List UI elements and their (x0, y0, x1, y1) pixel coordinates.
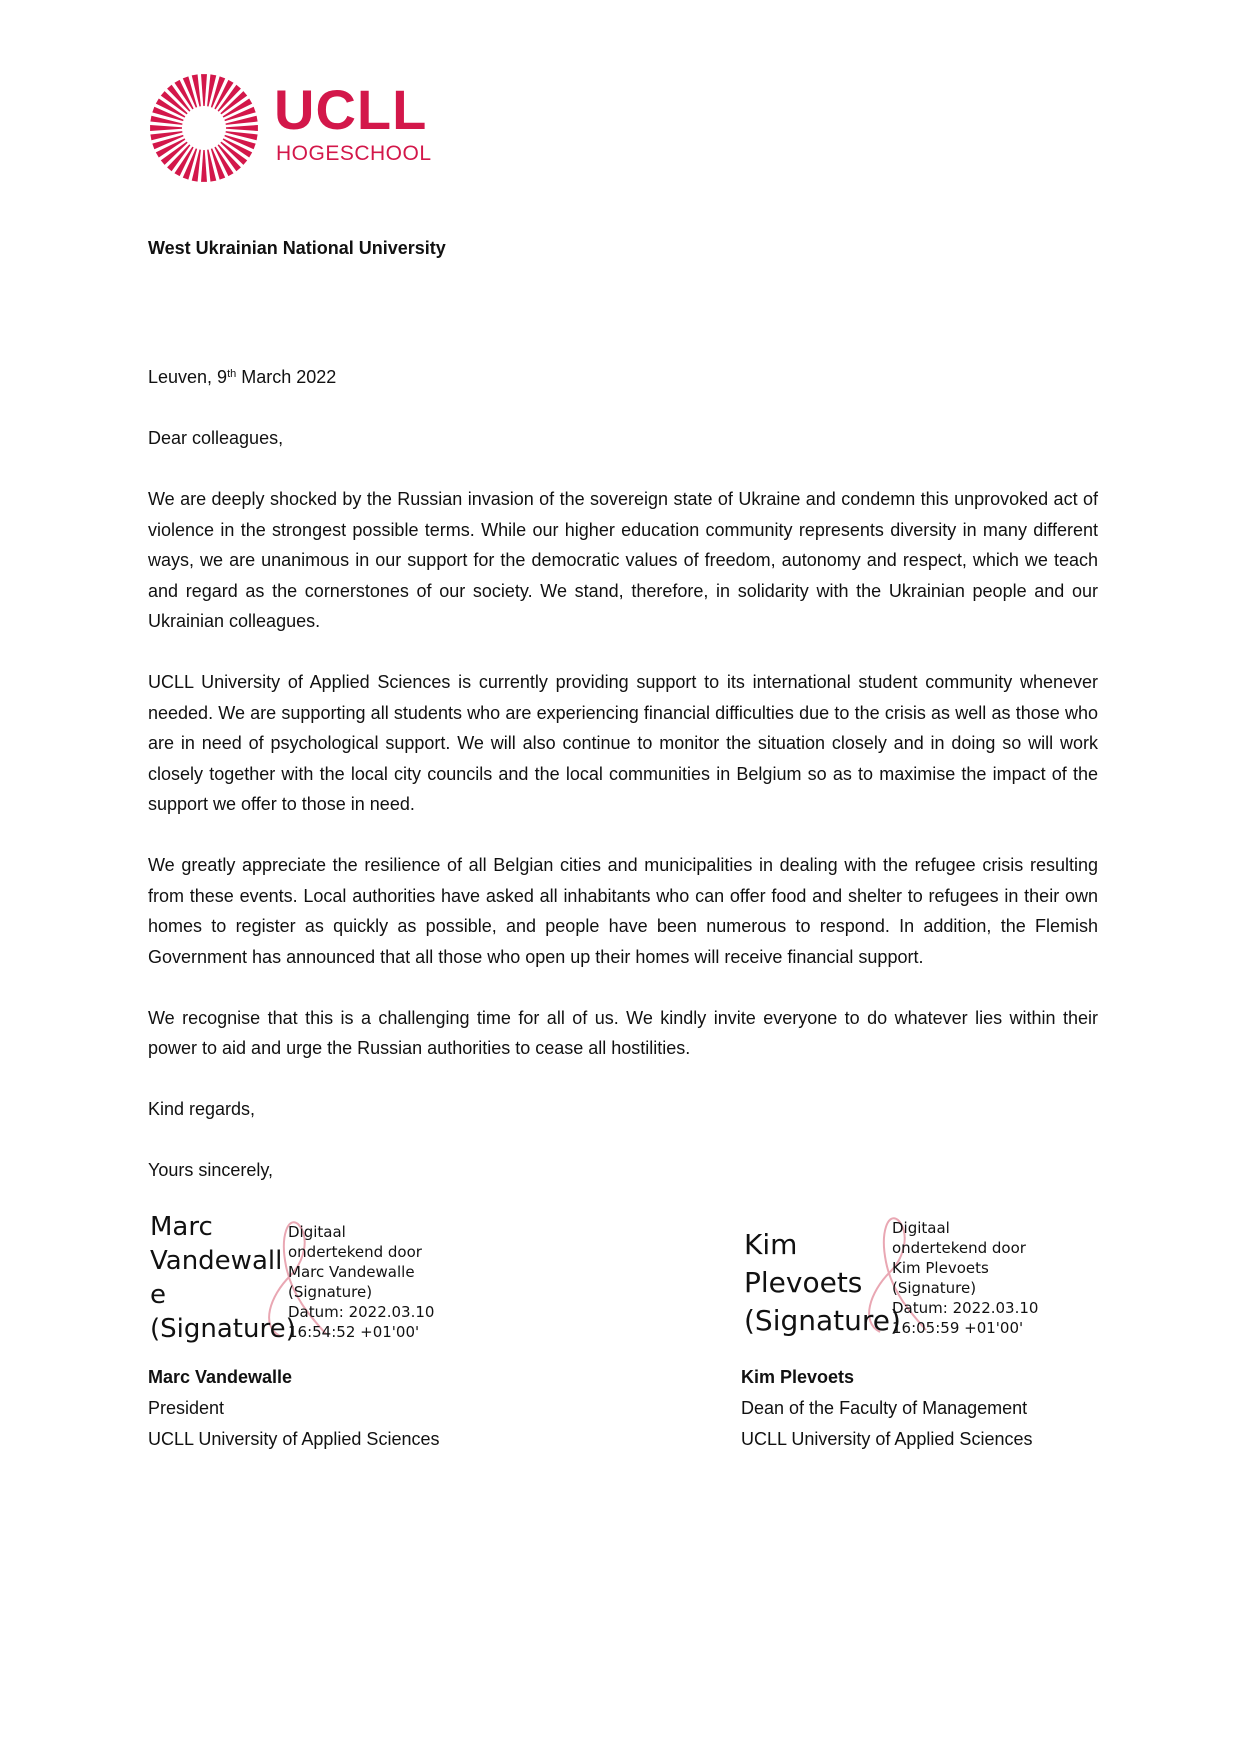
logo-ray (192, 74, 201, 106)
date-prefix: Leuven, 9 (148, 367, 228, 387)
signature-kim-plevoets (744, 1212, 1044, 1362)
logo-ray (207, 150, 216, 182)
paragraph-2: UCLL University of Applied Sciences is currently providing support to its international student community whenever needed. We are supporting all students who are experiencing financial difficulties due to the crisis as well as those who are in need of psychological support. We will also continue to monitor the situation closely and in doing so will work closely together with the local city councils and the local communities in Belgium so as to maximise the impact of the support we offer to those in need. (148, 672, 1098, 814)
logo-ray (207, 74, 216, 106)
logo-wordmark: UCLL (274, 78, 428, 141)
logo-ray (226, 116, 258, 125)
paragraph-1: We are deeply shocked by the Russian invasion of the sovereign state of Ukraine and condemn this unprovoked act of violence in the strongest possible terms. While our higher education community represents diversity in many different ways, we are unanimous in our support for the democratic values of freedom, autonomy and respect, which we teach and regard as the cornerstones of our society. We stand, therefore, in solidarity with the Ukrainian people and our Ukrainian colleagues. (148, 489, 1098, 631)
recipient: West Ukrainian National University (148, 238, 446, 258)
paragraph-4: We recognise that this is a challenging time for all of us. We kindly invite everyone to do whatever lies within their power to aid and urge the Russian authorities to cease all hostilities. (148, 1007, 1098, 1058)
signer-2 (741, 1362, 1032, 1455)
logo-ray (150, 131, 182, 140)
logo-ray (150, 116, 182, 125)
signature-details: Digitaal ondertekend door Marc Vandewalle (Signature) Datum: 2022.03.10 16:54:52 +01'00' (288, 1223, 435, 1341)
signer-org: UCLL University of Applied Sciences (148, 1429, 440, 1449)
closing: Kind regards, (148, 1099, 256, 1119)
logo-ray (192, 150, 201, 182)
logo-ray (201, 150, 207, 182)
logo-ray (150, 125, 182, 131)
signer-role: President (148, 1398, 225, 1418)
sincerely: Yours sincerely, (148, 1160, 274, 1180)
dateline (148, 362, 1098, 393)
date-ordinal: th (227, 368, 237, 380)
signer-org: UCLL University of Applied Sciences (741, 1429, 1033, 1449)
signer-role: Dean of the Faculty of Management (741, 1398, 1028, 1418)
ucll-logo (148, 72, 448, 182)
logo-subtitle: HOGESCHOOL (276, 142, 432, 165)
signature-details: Digitaal ondertekend door Kim Plevoets (Signature) Datum: 2022.03.10 16:05:59 +01'00' (892, 1219, 1039, 1337)
signer-name: Marc Vandewalle (148, 1367, 293, 1387)
signature-marc-vandewalle (150, 1210, 450, 1360)
logo-ray (201, 74, 207, 106)
logo-ray (226, 125, 258, 131)
logo-ray (226, 131, 258, 140)
sunburst-logo-icon (148, 72, 260, 184)
paragraph-3: We greatly appreciate the resilience of all Belgian cities and municipalities in dealing with the refugee crisis resulting from these events. Local authorities have asked all inhabitants who can offer food and shelter to refugees in their own homes to register as quickly as possible, and people have been numerous to respond. In addition, the Flemish Government has announced that all those who open up their homes will receive financial support. (148, 855, 1098, 967)
letter-body (148, 362, 1098, 1186)
date-suffix: March 2022 (236, 367, 337, 387)
signer-1 (148, 1362, 439, 1455)
signer-name: Kim Plevoets (741, 1367, 855, 1387)
signature-stamp-name: Marc Vandewall e (Signature) (150, 1212, 296, 1344)
salutation: Dear colleagues, (148, 428, 284, 448)
signature-stamp-name: Kim Plevoets (Signature) (744, 1228, 901, 1337)
